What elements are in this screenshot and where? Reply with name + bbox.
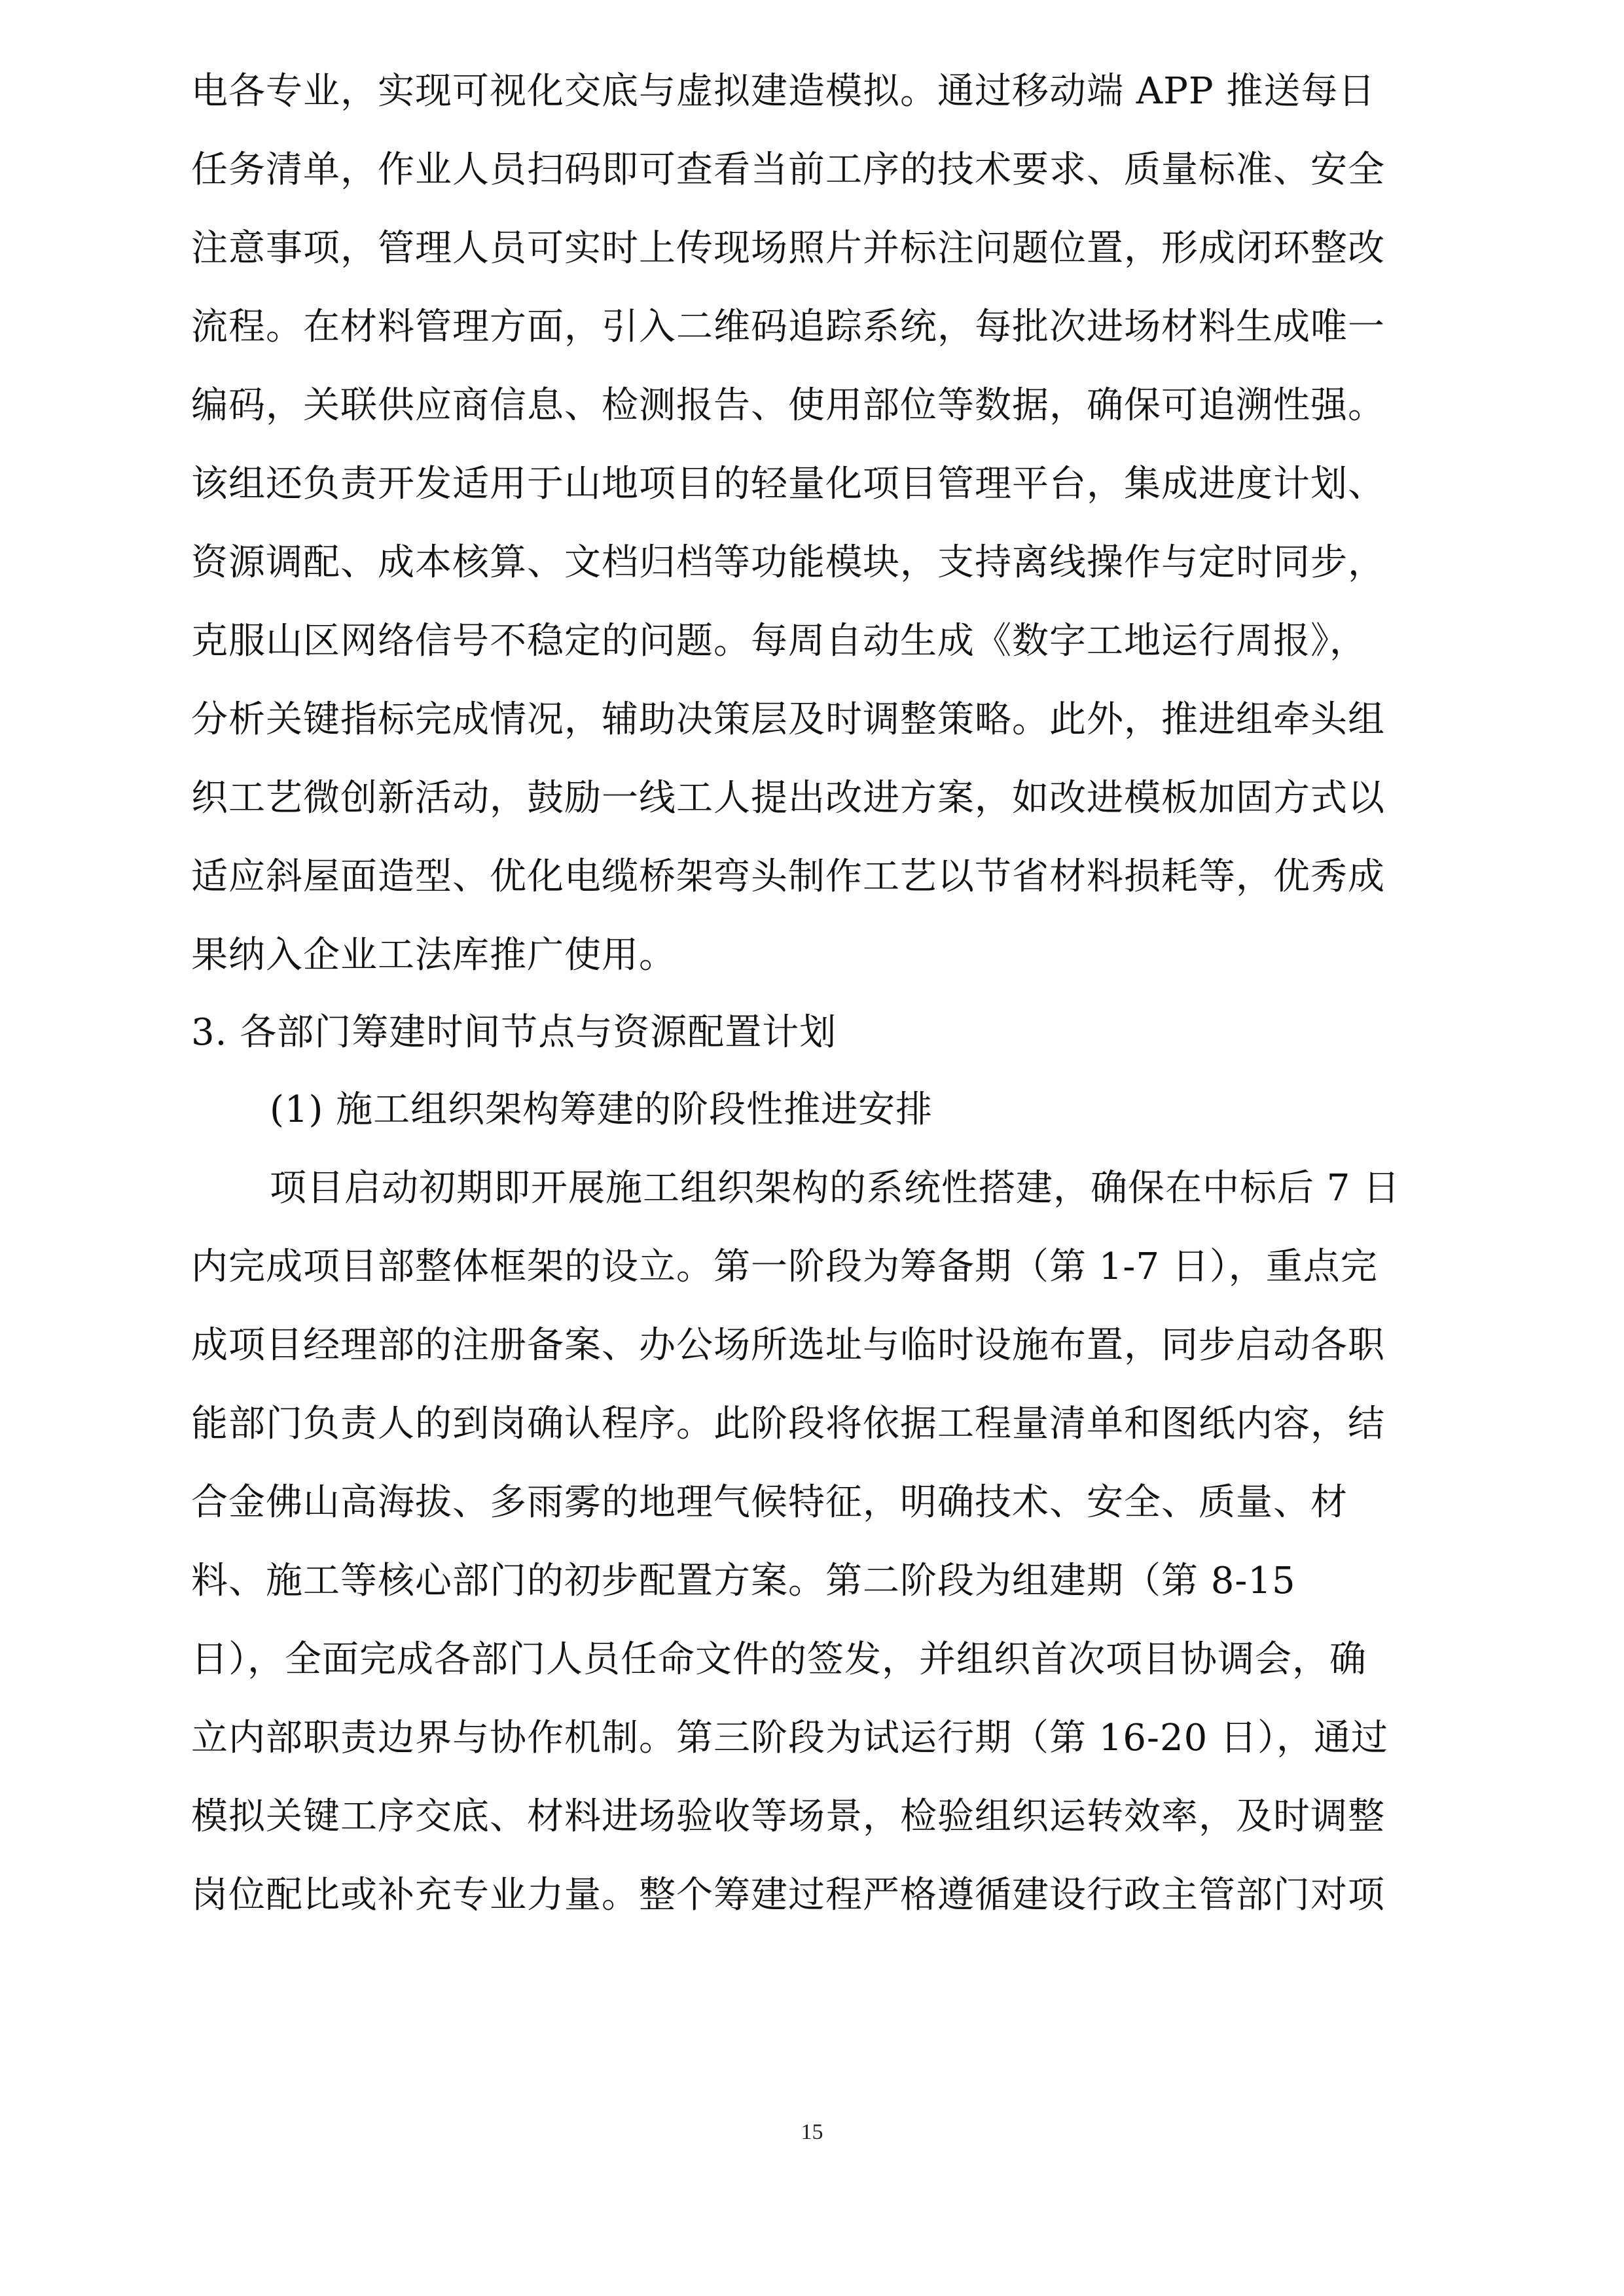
body-line: 分析关键指标完成情况，辅助决策层及时调整策略。此外，推进组牵头组 bbox=[191, 698, 1385, 741]
page-number: 15 bbox=[801, 2120, 823, 2144]
body-line: 内完成项目部整体框架的设立。第一阶段为筹备期（第 1-7 日），重点完 bbox=[191, 1246, 1378, 1288]
body-line: 适应斜屋面造型、优化电缆桥架弯头制作工艺以节省材料损耗等，优秀成 bbox=[191, 855, 1385, 898]
subsection-heading: (1) 施工组织架构筹建的阶段性推进安排 bbox=[270, 1088, 933, 1131]
body-line: 资源调配、成本核算、文档归档等功能模块，支持离线操作与定时同步， bbox=[191, 541, 1385, 584]
body-line: 立内部职责边界与协作机制。第三阶段为试运行期（第 16-20 日），通过 bbox=[191, 1717, 1389, 1759]
body-line: 克服山区网络信号不稳定的问题。每周自动生成《数字工地运行周报》， bbox=[191, 620, 1367, 662]
body-line: 岗位配比或补充专业力量。整个筹建过程严格遵循建设行政主管部门对项 bbox=[191, 1874, 1385, 1916]
body-line: 项目启动初期即开展施工组织架构的系统性搭建，确保在中标后 7 日 bbox=[270, 1167, 1401, 1210]
body-line: 能部门负责人的到岗确认程序。此阶段将依据工程量清单和图纸内容，结 bbox=[191, 1403, 1385, 1445]
body-line: 该组还负责开发适用于山地项目的轻量化项目管理平台，集成进度计划、 bbox=[191, 463, 1385, 505]
body-line: 果纳入企业工法库推广使用。 bbox=[191, 934, 676, 977]
body-line: 合金佛山高海拔、多雨雾的地理气候特征，明确技术、安全、质量、材 bbox=[191, 1481, 1348, 1524]
body-line: 织工艺微创新活动，鼓励一线工人提出改进方案，如改进模板加固方式以 bbox=[191, 777, 1385, 819]
body-line: 任务清单，作业人员扫码即可查看当前工序的技术要求、质量标准、安全 bbox=[191, 149, 1385, 191]
body-line: 模拟关键工序交底、材料进场验收等场景，检验组织运转效率，及时调整 bbox=[191, 1795, 1385, 1838]
body-line: 流程。在材料管理方面，引入二维码追踪系统，每批次进场材料生成唯一 bbox=[191, 306, 1385, 348]
body-line: 注意事项，管理人员可实时上传现场照片并标注问题位置，形成闭环整改 bbox=[191, 227, 1385, 270]
body-line: 料、施工等核心部门的初步配置方案。第二阶段为组建期（第 8-15 bbox=[191, 1560, 1296, 1602]
body-line: 编码，关联供应商信息、检测报告、使用部位等数据，确保可追溯性强。 bbox=[191, 384, 1385, 427]
body-line: 日），全面完成各部门人员任命文件的签发，并组织首次项目协调会，确 bbox=[191, 1638, 1367, 1681]
section-heading: 3. 各部门筹建时间节点与资源配置计划 bbox=[191, 1011, 837, 1054]
body-line: 成项目经理部的注册备案、办公场所选址与临时设施布置，同步启动各职 bbox=[191, 1324, 1385, 1367]
body-line: 电各专业，实现可视化交底与虚拟建造模拟。通过移动端 APP 推送每日 bbox=[191, 70, 1376, 113]
